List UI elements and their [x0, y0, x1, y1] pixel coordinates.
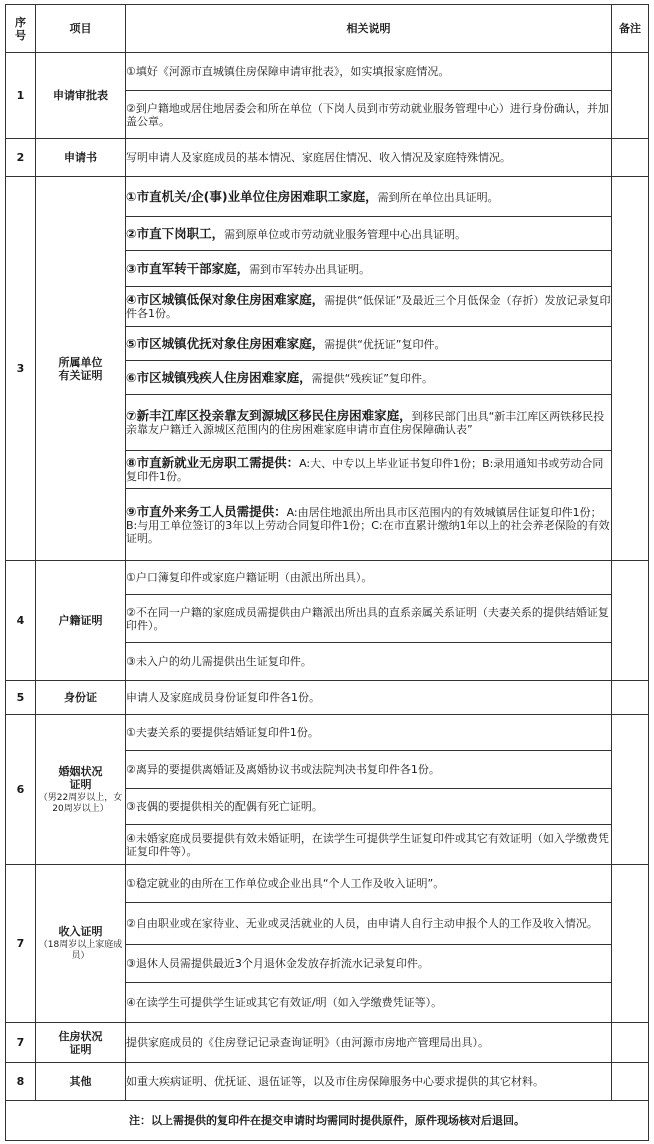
- row-item: 申请书: [36, 139, 126, 177]
- desc-text: A:大、中专以上毕业证书复印件1份；B:录用通知书或劳动合同复印件1份。: [126, 457, 604, 483]
- row-remark: [612, 561, 649, 681]
- item-title: 婚姻状况 证明: [58, 764, 103, 791]
- row-remark: [612, 53, 649, 139]
- header-no: 序 号: [6, 5, 36, 53]
- item-subnote: （18周岁以上家庭成员）: [38, 940, 123, 961]
- desc-bold: ⑤市区城镇优抚对象住房困难家庭，: [126, 335, 325, 351]
- row-remark: [612, 715, 649, 865]
- row-desc: ④在读学生可提供学生证或其它有效证/明（如入学缴费凭证等）。: [126, 983, 612, 1023]
- row-item: [36, 865, 126, 1023]
- table-row: [6, 865, 649, 903]
- row-desc: ③退休人员需提供最近3个月退休金发放存折流水记录复印件。: [126, 945, 612, 983]
- header-item: 项目: [36, 5, 126, 53]
- table-row: [6, 177, 649, 217]
- row-number: 8: [6, 1063, 36, 1101]
- desc-text: 需提供“优抚证”复印件。: [324, 337, 446, 351]
- desc-text: 需到市军转办出具证明。: [249, 262, 371, 276]
- desc-bold: ②市直下岗职工，: [126, 225, 225, 241]
- row-desc: 申请人及家庭成员身份证复印件各1份。: [126, 681, 612, 715]
- desc-bold: ⑧市直新就业无房职工需提供：: [126, 455, 300, 470]
- row-item: 申请审批表: [36, 53, 126, 139]
- row-desc: ②到户籍地或居住地居委会和所在单位（下岗人员到市劳动就业服务管理中心）进行身份确认，并加盖公章。: [126, 91, 612, 139]
- header-row: [6, 5, 649, 53]
- desc-bold: ⑨市直外来务工人员需提供：: [126, 503, 287, 519]
- row-desc: ①户口簿复印件或家庭户籍证明（由派出所出具）。: [126, 561, 612, 595]
- row-number: 4: [6, 561, 36, 681]
- row-item: 住房状况 证明: [36, 1023, 126, 1063]
- row-remark: [612, 681, 649, 715]
- row-number: 7: [6, 865, 36, 1023]
- note-row: [6, 1101, 649, 1141]
- row-desc: ③未入户的幼儿需提供出生证复印件。: [126, 643, 612, 681]
- desc-text: A:由居住地派出所出具市区范围内的有效城镇居住证复印件1份；B:与用工单位签订的3年以上劳动合同复印件1份；C:在市直累计缴纳1年以上的社会养老保险的有效证明。: [126, 505, 610, 545]
- row-desc: ③丧偶的要提供相关的配偶有死亡证明。: [126, 789, 612, 825]
- table-row: [6, 681, 649, 715]
- desc-text: 需到原单位或市劳动就业服务管理中心出具证明。: [224, 227, 467, 241]
- desc-text: 需到所在单位出具证明。: [377, 190, 499, 204]
- row-desc: [126, 489, 612, 561]
- row-desc: ①夫妻关系的要提供结婚证复印件1份。: [126, 715, 612, 751]
- desc-bold: ④市区城镇低保对象住房困难家庭，: [126, 292, 325, 307]
- row-desc: ②不在同一户籍的家庭成员需提供由户籍派出所出具的直系亲属关系证明（夫妻关系的提供结婚证复印件）。: [126, 595, 612, 643]
- desc-text: 需提供“低保证”及最近三个月低保金（存折）发放记录复印件各1份。: [126, 294, 611, 320]
- row-number: 7: [6, 1023, 36, 1063]
- row-desc: [126, 287, 612, 327]
- table-row: [6, 53, 649, 91]
- row-desc: ②离异的要提供离婚证及离婚协议书或法院判决书复印件各1份。: [126, 751, 612, 789]
- row-desc: ②自由职业或在家待业、无业或灵活就业的人员，由申请人自行主动申报个人的工作及收入情况。: [126, 903, 612, 945]
- row-desc: [126, 451, 612, 489]
- row-remark: [612, 1023, 649, 1063]
- row-desc: [126, 361, 612, 395]
- row-desc: ①稳定就业的由所在工作单位或企业出具“个人工作及收入证明”。: [126, 865, 612, 903]
- table-row: [6, 715, 649, 751]
- footnote: 注：以上需提供的复印件在提交申请时均需同时提供原件，原件现场核对后退回。: [6, 1101, 649, 1141]
- table-row: [6, 1023, 649, 1063]
- row-item: 户籍证明: [36, 561, 126, 681]
- row-desc: ④未婚家庭成员要提供有效未婚证明，在读学生可提供学生证复印件或其它有效证明（如入学缴费凭证复印件等）。: [126, 825, 612, 865]
- table-row: [6, 561, 649, 595]
- row-number: 5: [6, 681, 36, 715]
- row-number: 2: [6, 139, 36, 177]
- row-remark: [612, 1063, 649, 1101]
- row-number: 6: [6, 715, 36, 865]
- row-desc: 如重大疾病证明、优抚证、退伍证等，以及市住房保障服务中心要求提供的其它材料。: [126, 1063, 612, 1101]
- desc-bold: ③市直军转干部家庭，: [126, 260, 250, 276]
- item-title: 收入证明: [58, 925, 103, 938]
- requirements-table: [5, 4, 649, 1141]
- header-desc: 相关说明: [126, 5, 612, 53]
- table-row: [6, 139, 649, 177]
- row-desc: ①填好《河源市直城镇住房保障申请审批表》，如实填报家庭情况。: [126, 53, 612, 91]
- row-item: 身份证: [36, 681, 126, 715]
- row-remark: [612, 865, 649, 1023]
- row-item: [36, 715, 126, 865]
- row-remark: [612, 177, 649, 561]
- row-desc: [126, 327, 612, 361]
- row-desc: 提供家庭成员的《住房登记记录查询证明》（由河源市房地产管理局出具）。: [126, 1023, 612, 1063]
- row-remark: [612, 139, 649, 177]
- row-number: 1: [6, 53, 36, 139]
- header-remark: 备注: [612, 5, 649, 53]
- row-number: 3: [6, 177, 36, 561]
- row-desc: [126, 395, 612, 451]
- desc-text: 到移民部门出具“新丰江库区两铁移民投亲靠友户籍迁入源城区范围内的住房困难家庭申请市直住房保障确认表”: [126, 410, 605, 436]
- desc-bold: ⑦新丰江库区投亲靠友到源城区移民住房困难家庭，: [126, 408, 412, 423]
- row-desc: 写明申请人及家庭成员的基本情况、家庭居住情况、收入情况及家庭特殊情况。: [126, 139, 612, 177]
- row-desc: [126, 251, 612, 287]
- row-item: 其他: [36, 1063, 126, 1101]
- row-desc: [126, 177, 612, 217]
- item-subnote: （男22周岁以上，女20周岁以上）: [38, 792, 123, 814]
- desc-bold: ①市直机关/企(事)业单位住房困难职工家庭，: [126, 188, 378, 204]
- row-item: 所属单位 有关证明: [36, 177, 126, 561]
- desc-text: 需提供“残疾证”复印件。: [311, 371, 433, 385]
- table-row: [6, 1063, 649, 1101]
- desc-bold: ⑥市区城镇残疾人住房困难家庭，: [126, 369, 312, 385]
- row-desc: [126, 217, 612, 251]
